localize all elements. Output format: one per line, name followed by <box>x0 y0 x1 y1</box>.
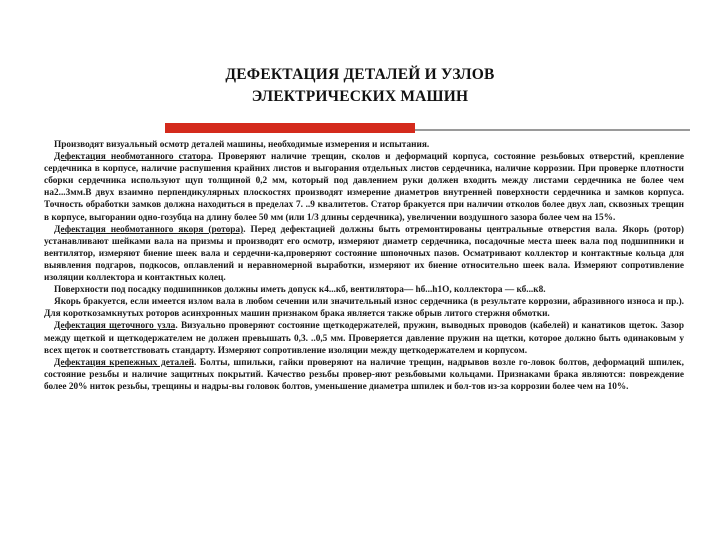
paragraph-rotor: Дефектация необмотанного якоря (ротора). Перед дефектацией должны быть отремонтированы центральные отверстия вала. Якорь (ротор) устанавливают шейками вала на призмы и производят его осмотр, измеряют диаметр сердечника, посадочные места шеек вала под подшипники и вентилятор, измеряют биение шеек вала и сердечни-ка,проверяют состояние шпоночных пазов. Осматривают коллектор и контактные кольца для выявления подгаров, подкосов, оплавлений и неравномерной выработки, измеряют их биение относительно шеек вала. Измеряют сопротивление изоляции коллектора и контактных колец. <box>44 224 684 284</box>
heading-rotor: Дефектация необмотанного якоря (ротора) <box>54 224 244 235</box>
divider-accent-bar <box>165 123 415 133</box>
divider-line <box>415 129 690 131</box>
title-line-2: ЭЛЕКТРИЧЕСКИХ МАШИН <box>251 88 469 105</box>
heading-brush-unit: Дефектация щеточного узла <box>54 321 176 332</box>
body-text <box>44 139 684 393</box>
heading-fasteners: Дефектация крепежных деталей <box>54 357 194 368</box>
paragraph-fasteners: Дефектация крепежных деталей. Болты, шпильки, гайки проверяют на наличие трещин, надрывов возле го-ловок болтов, деформаций шпилек, состояние резьбы и наличие защитных покрытий. Качество резьбы провер-яют резьбовыми кольцами. Признаками брака являются: повреждение более 20% ниток резьбы, трещины и надры-вы головок болтов, уменьшение диаметра шпилек и бол-тов из-за коррозии более чем на 10%. <box>44 357 684 392</box>
title-line-1: ДЕФЕКТАЦИЯ ДЕТАЛЕЙ И УЗЛОВ <box>225 66 495 83</box>
paragraph-brush-unit: Дефектация щеточного узла. Визуально проверяют состояние щеткодержателей, пружин, выводных проводов (кабелей) и канатиков щеток. Зазор между щеткой и щеткодержателем не должен превышать 0,3. ..0,5 мм. Проверяется давление пружин на щетки, которое должно быть одинаковым у всех щеток и соответствовать стандарту. Измеряют сопротивление изоляции между щеткодержателем и корпусом. <box>44 321 684 356</box>
paragraph-stator: Дефектация необмотанного статора. Проверяют наличие трещин, сколов и деформаций корпуса, состояние резьбовых отверстий, крепление сердечника в корпусе, наличие распушения крайних листов и выгорания отдельных листов сердечника, наличие коррозии. При проверке плотности сборки сердечника используют щуп толщиной 0,2 мм, который под давлением руки должен входить между листами сердечника не более чем на2...3мм.В двух взаимно перпендикулярных плоскостях производят измерение диаметров внутренней поверхности сердечника и замков корпуса. Точность обработки замков должна находиться в пределах 7. ..9 квалитетов. Статор бракуется при наличии отколов более двух лап, сквозных трещин в корпусе, выгорании одно-гозубца на длину более 50 мм (или 1/3 длины сердечника), увеличении воздушного зазора более чем на 15%. <box>44 152 684 223</box>
heading-stator: Дефектация необмотанного статора <box>54 152 211 163</box>
slide-title <box>140 64 580 108</box>
title-divider <box>165 123 690 133</box>
paragraph-rejection: Якорь бракуется, если имеется излом вала в любом сечении или значительный износ сердечника (в результате коррозии, абразивного износа и пр.). Для короткозамкнутых роторов асинхронных машин признаком брака является также обрыв литого стержня обмотки. <box>44 297 684 320</box>
paragraph-tolerances: Поверхности под посадку подшипников должны иметь допуск к4...кб, вентилятора— hб...h1O, коллектора — кб...к8. <box>54 285 546 296</box>
paragraph-intro: Производят визуальный осмотр деталей машины, необходимые измерения и испытания. <box>54 140 430 150</box>
